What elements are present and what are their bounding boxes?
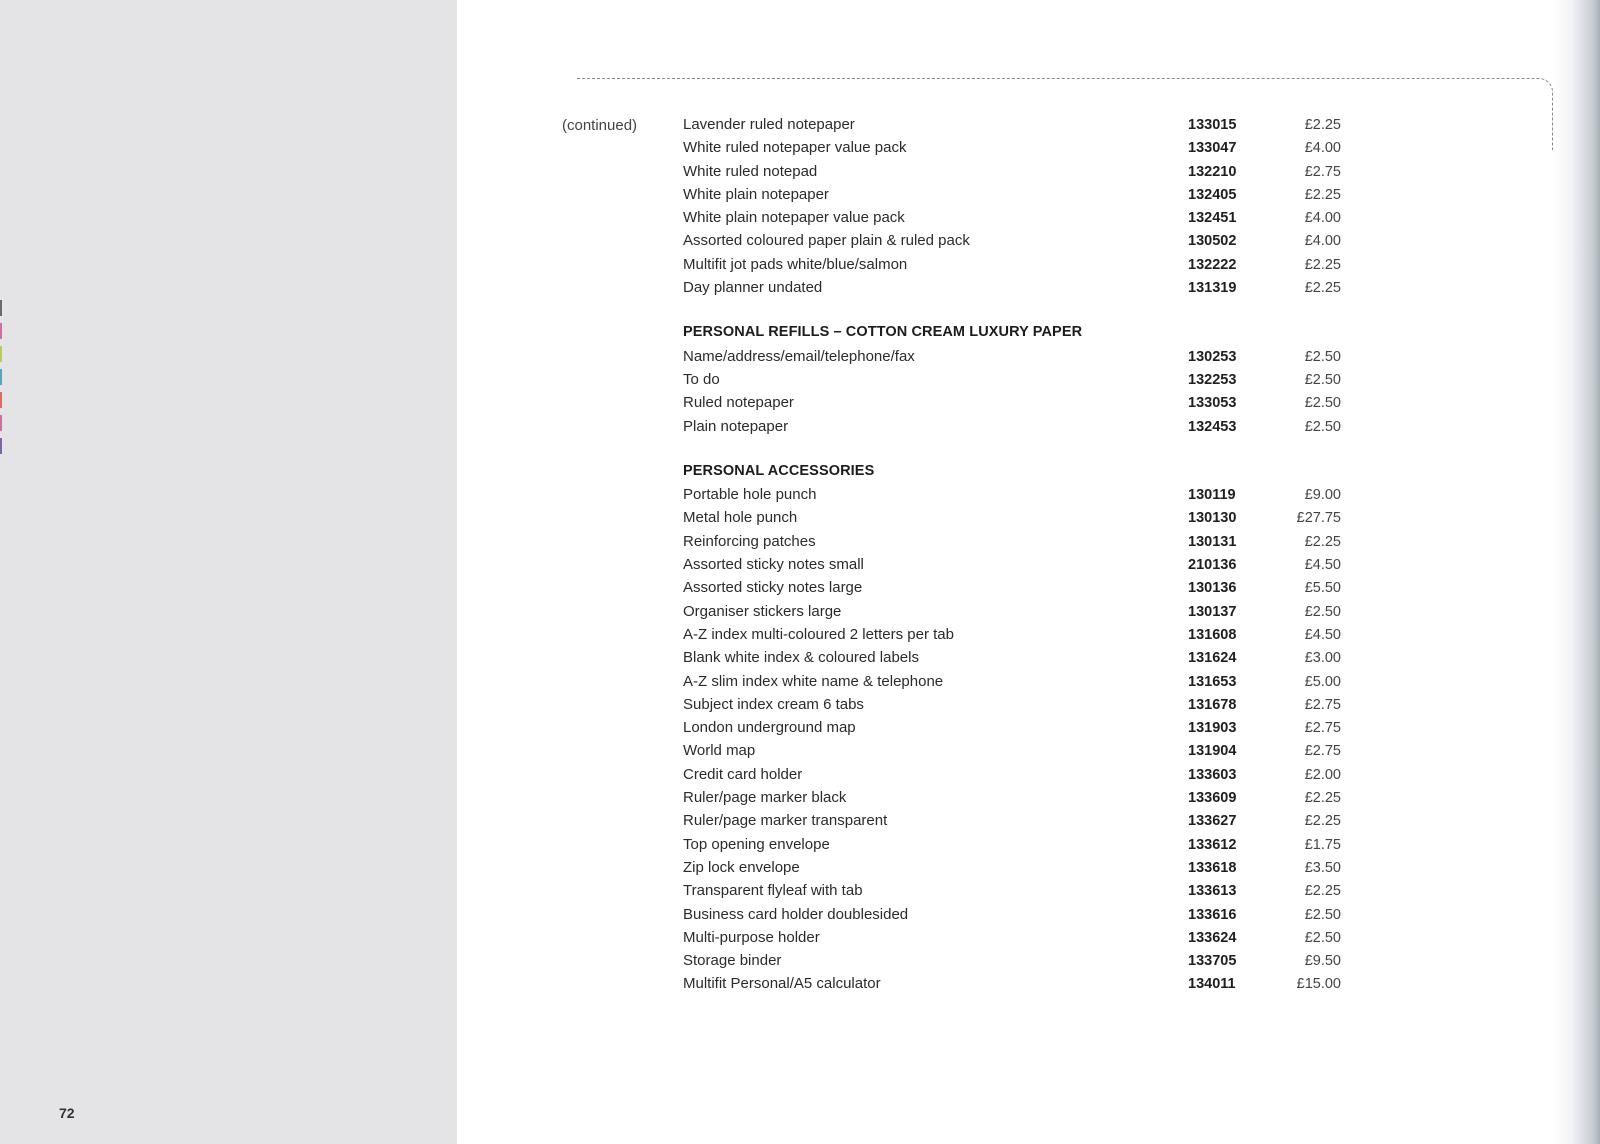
product-row [683,952,1353,975]
product-price: £15.00 [1296,976,1341,993]
product-code: 131319 [1188,280,1237,297]
product-price: £2.50 [1304,371,1341,388]
product-name: White plain notepaper value pack [683,209,905,227]
product-code: 130253 [1188,348,1237,365]
product-price: £27.75 [1296,510,1341,527]
product-name: Top opening envelope [683,835,830,853]
product-row [683,882,1353,905]
section-title: PERSONAL REFILLS – COTTON CREAM LUXURY PAPER [683,324,1083,341]
edge-color-mark [0,415,2,431]
product-code: 133047 [1188,140,1237,157]
edge-color-mark [0,300,2,316]
product-row [683,116,1353,139]
product-code: 131653 [1188,673,1237,690]
product-price: £2.25 [1304,117,1341,133]
product-name: Day planner undated [683,279,823,297]
product-price: £5.50 [1304,580,1341,597]
section-title: PERSONAL ACCESSORIES [683,462,875,479]
product-price: £2.25 [1304,813,1341,830]
product-row [683,348,1353,371]
product-code: 133613 [1188,883,1237,900]
product-row [683,719,1353,742]
product-code: 132222 [1188,256,1237,273]
edge-color-mark [0,346,2,362]
product-name: Ruled notepaper [683,394,794,412]
product-code: 133616 [1188,906,1237,923]
product-price: £2.50 [1304,348,1341,365]
product-code: 133624 [1188,929,1237,946]
product-name: Zip lock envelope [683,858,800,876]
product-price: £2.50 [1304,418,1341,435]
product-code: 210136 [1188,557,1237,574]
product-name: To do [683,370,720,388]
product-code: 133609 [1188,790,1237,807]
product-name: White ruled notepad [683,162,818,180]
edge-color-mark [0,369,2,385]
product-code: 132453 [1188,418,1237,435]
product-row [683,418,1353,441]
product-code: 133627 [1188,813,1237,830]
edge-color-mark [0,392,2,408]
product-code: 130131 [1188,533,1237,550]
product-name: Plain notepaper [683,417,789,435]
product-code: 132405 [1188,186,1237,203]
product-name: Multifit jot pads white/blue/salmon [683,255,908,273]
product-name: Credit card holder [683,765,803,783]
product-code: 133705 [1188,953,1237,970]
product-price: £3.00 [1304,650,1341,667]
product-price: £2.50 [1304,395,1341,412]
product-name: World map [683,742,756,760]
continued-label: (continued) [562,117,638,134]
product-price: £2.75 [1304,743,1341,760]
product-row [683,836,1353,859]
product-name: A-Z index multi-coloured 2 letters per tab [683,625,954,643]
product-row [683,486,1353,509]
product-row [683,626,1353,649]
product-row [683,209,1353,232]
product-code: 130136 [1188,580,1237,597]
product-code: 130502 [1188,233,1237,250]
product-price: £2.25 [1304,256,1341,273]
product-price: £2.25 [1304,280,1341,297]
product-row [683,649,1353,672]
product-row [683,509,1353,532]
product-price: £2.00 [1304,766,1341,783]
edge-color-mark [0,323,2,339]
product-catalog [683,116,1353,999]
product-price: £4.50 [1304,557,1341,574]
product-row [683,975,1353,998]
product-price: £2.75 [1304,720,1341,737]
product-name: Ruler/page marker transparent [683,812,888,830]
product-name: Name/address/email/telephone/fax [683,347,915,365]
product-row [683,279,1353,302]
product-row [683,256,1353,279]
product-name: White plain notepaper [683,185,829,203]
product-row [683,556,1353,579]
left-page-panel [0,0,457,1144]
product-row [683,859,1353,882]
product-code: 133603 [1188,766,1237,783]
product-name: Organiser stickers large [683,602,842,620]
product-price: £2.25 [1304,186,1341,203]
product-price: £2.25 [1304,883,1341,900]
product-price: £2.50 [1304,603,1341,620]
product-row [683,394,1353,417]
product-code: 131903 [1188,720,1237,737]
product-row [683,139,1353,162]
product-code: 130119 [1188,487,1236,504]
product-name: Metal hole punch [683,509,798,527]
product-name: Blank white index & coloured labels [683,649,919,667]
product-code: 131904 [1188,743,1237,760]
product-name: Business card holder doublesided [683,905,909,923]
product-name: Lavender ruled notepaper [683,116,855,133]
product-name: A-Z slim index white name & telephone [683,672,944,690]
product-row [683,906,1353,929]
page-number: 72 [59,1105,75,1121]
product-name: Assorted coloured paper plain & ruled pack [683,232,970,250]
product-row [683,742,1353,765]
product-row [683,533,1353,556]
product-code: 131624 [1188,650,1237,667]
product-price: £4.00 [1304,233,1341,250]
product-name: Ruler/page marker black [683,789,847,807]
product-price: £2.50 [1304,929,1341,946]
product-name: Assorted sticky notes small [683,556,864,574]
product-price: £2.75 [1304,163,1341,180]
product-price: £5.00 [1304,673,1341,690]
product-name: Storage binder [683,952,782,970]
product-row [683,929,1353,952]
product-code: 132451 [1188,210,1237,227]
product-price: £2.25 [1304,533,1341,550]
product-row [683,371,1353,394]
edge-color-mark [0,438,2,454]
product-price: £2.75 [1304,696,1341,713]
product-name: Multi-purpose holder [683,928,820,946]
product-price: £4.50 [1304,626,1341,643]
product-code: 133612 [1188,836,1237,853]
product-row [683,163,1353,186]
product-code: 130130 [1188,510,1237,527]
product-code: 133618 [1188,859,1237,876]
catalog-section [683,324,1353,440]
product-name: White ruled notepaper value pack [683,139,907,157]
product-name: Portable hole punch [683,486,817,504]
product-price: £9.50 [1304,953,1341,970]
product-name: Reinforcing patches [683,532,816,550]
product-name: Transparent flyleaf with tab [683,882,863,900]
catalog-section [683,116,1353,302]
product-price: £2.25 [1304,790,1341,807]
product-code: 131678 [1188,696,1237,713]
product-price: £4.00 [1304,210,1341,227]
product-row [683,579,1353,602]
product-code: 132210 [1188,163,1237,180]
product-price: £4.00 [1304,140,1341,157]
product-name: Subject index cream 6 tabs [683,695,864,713]
product-row [683,766,1353,789]
product-code: 131608 [1188,626,1237,643]
product-price: £2.50 [1304,906,1341,923]
product-name: Assorted sticky notes large [683,579,863,597]
product-code: 134011 [1188,976,1236,993]
product-name: London underground map [683,719,856,737]
product-name: Multifit Personal/A5 calculator [683,975,881,993]
product-code: 132253 [1188,371,1237,388]
product-row [683,696,1353,719]
page-curl-shadow [1554,0,1600,1144]
product-code: 133015 [1188,117,1237,133]
product-row [683,232,1353,255]
product-row [683,603,1353,626]
product-row [683,186,1353,209]
catalog-section [683,463,1353,999]
product-row [683,789,1353,812]
product-code: 130137 [1188,603,1237,620]
product-price: £9.00 [1304,487,1341,504]
product-row [683,673,1353,696]
product-code: 133053 [1188,395,1237,412]
product-price: £1.75 [1304,836,1341,853]
product-price: £3.50 [1304,859,1341,876]
product-row [683,812,1353,835]
